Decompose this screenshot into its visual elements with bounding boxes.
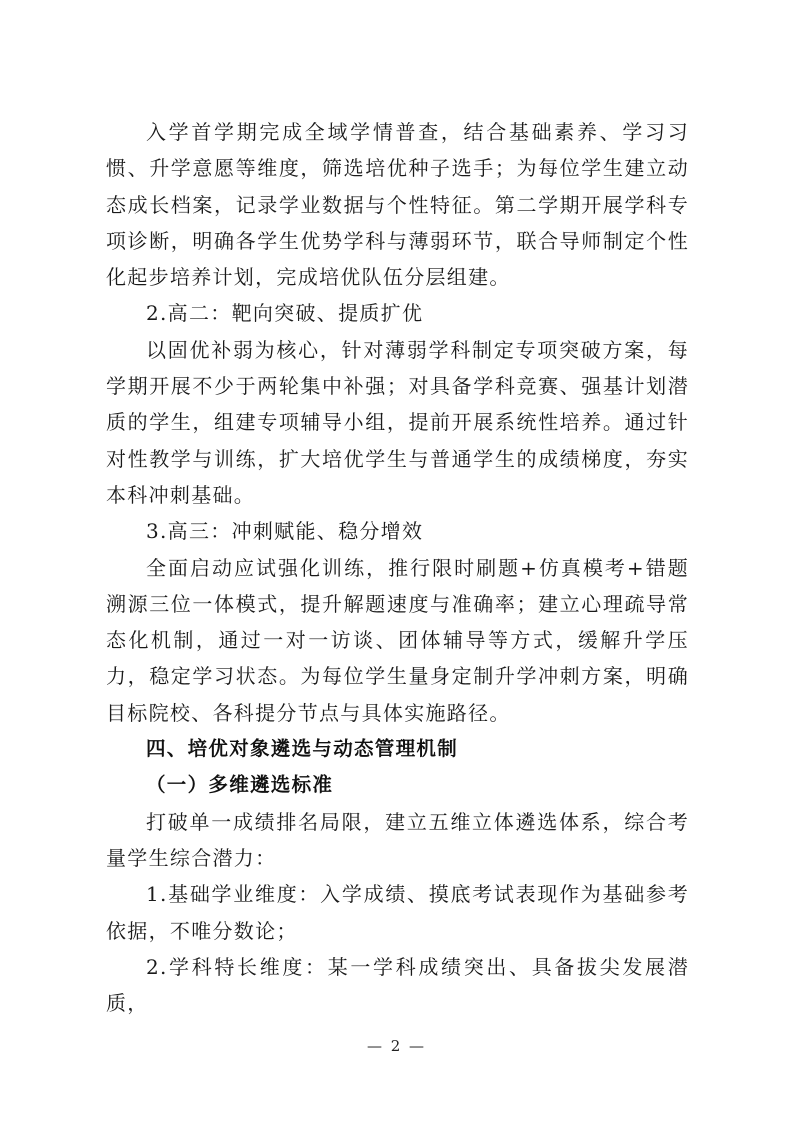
subheading-grade-three: 3.高三：冲刺赋能、稳分增效 [146,519,424,544]
paragraph-grade-two: 以固优补弱为核心，针对薄弱学科制定专项突破方案，每学期开展不少于两轮集中补强；对具备学科竞赛、强基计划潜质的学生，组建专项辅导小组，提前开展系统性培养。通过针对性教学与训练，扩大培优学生与普通学生的成绩梯度，夯实本科冲刺基础。 [106,337,689,507]
subsection-heading-one: （一）多维遴选标准 [146,773,334,797]
document-body [106,114,689,1021]
page-number: — 2 — [366,1037,427,1055]
list-item-academic-dimension: 1.基础学业维度：入学成绩、摸底考试表现作为基础参考依据，不唯分数论； [106,882,689,943]
paragraph-selection-system: 打破单一成绩排名局限，建立五维立体遴选体系，综合考量学生综合潜力： [106,809,689,870]
paragraph-first-semester: 入学首学期完成全域学情普查，结合基础素养、学习习惯、升学意愿等维度，筛选培优种子选手；为每位学生建立动态成长档案，记录学业数据与个性特征。第二学期开展学科专项诊断，明确各学生优势学科与薄弱环节，联合导师制定个性化起步培养计划，完成培优队伍分层组建。 [106,120,689,290]
paragraph-grade-three: 全面启动应试强化训练，推行限时刷题+仿真模考+错题溯源三位一体模式，提升解题速度与准确率；建立心理疏导常态化机制，通过一对一访谈、团体辅导等方式，缓解升学压力，稳定学习状态。为每位学生量身定制升学冲刺方案，明确目标院校、各科提分节点与具体实施路径。 [106,555,689,725]
section-heading-four: 四、培优对象遴选与动态管理机制 [146,737,459,761]
subheading-grade-two: 2.高二：靶向突破、提质扩优 [146,301,424,326]
list-item-subject-dimension: 2.学科特长维度：某一学科成绩突出、具备拔尖发展潜质， [106,954,689,1016]
